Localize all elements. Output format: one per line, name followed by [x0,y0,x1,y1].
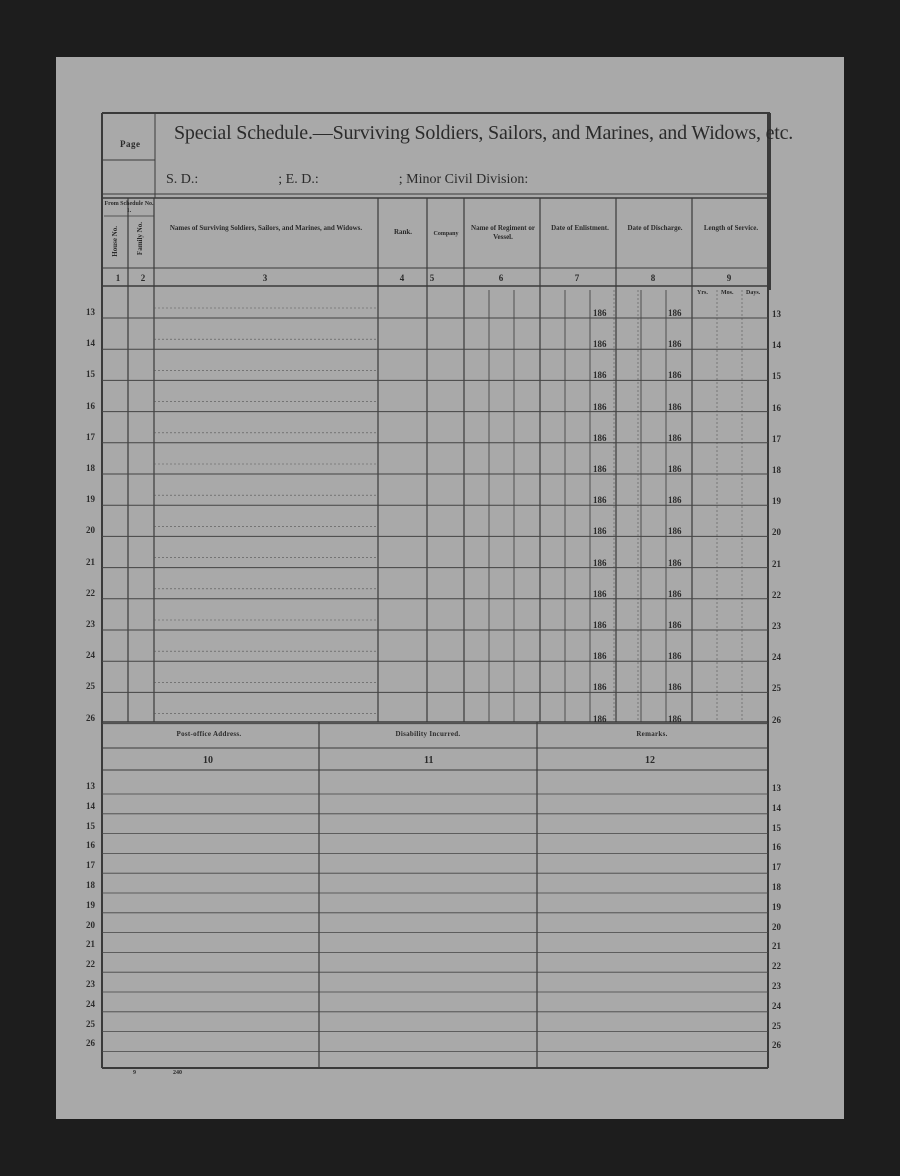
house-no-header: House No. [111,226,119,257]
post-office-header: Post-office Address. [176,730,242,738]
bottom-row-number-right: 17 [772,862,781,873]
discharge-header: Date of Discharge. [627,224,683,232]
discharge-year-prefix: 186 [668,682,682,693]
enlistment-year-prefix: 186 [593,432,607,443]
enlistment-year-prefix: 186 [593,713,607,724]
row-number-right: 23 [772,621,781,631]
bottom-row-number-left: 24 [86,998,95,1009]
enlistment-year-prefix: 186 [593,495,607,506]
sd-label: S. D.: [166,172,199,187]
row-number-right: 17 [772,433,781,444]
enlistment-year-prefix: 186 [593,588,607,599]
column-number-8: 8 [650,273,656,283]
footer-right: 240 [173,1070,182,1076]
enlistment-year-prefix: 186 [593,526,607,537]
disability-header: Disability Incurred. [395,730,461,738]
row-number-left: 23 [86,619,95,629]
row-number-left: 19 [86,494,95,505]
bottom-row-number-right: 19 [772,901,781,912]
bottom-row-number-left: 13 [86,781,95,791]
enlistment-year-prefix: 186 [593,401,607,412]
bottom-row-number-left: 19 [86,899,95,910]
col-number-12: 12 [645,755,655,766]
discharge-year-prefix: 186 [668,495,682,506]
discharge-year-prefix: 186 [668,526,682,537]
row-number-left: 22 [86,587,95,598]
bottom-row-number-left: 15 [86,820,95,831]
enlistment-header: Date of Enlistment. [551,224,609,232]
bottom-row-number-left: 25 [86,1018,95,1029]
bottom-row-number-left: 17 [86,860,95,871]
row-number-left: 18 [86,463,95,473]
bottom-row-number-left: 20 [86,919,95,930]
discharge-year-prefix: 186 [668,401,682,412]
row-number-right: 22 [772,589,781,600]
bottom-row-number-right: 26 [772,1040,781,1051]
bottom-row-number-left: 18 [86,880,95,890]
discharge-year-prefix: 186 [668,620,682,630]
bottom-row-number-right: 14 [772,802,781,813]
discharge-year-prefix: 186 [668,339,682,350]
enlistment-year-prefix: 186 [593,620,607,630]
page-label: Page [120,139,141,149]
district-line [166,172,528,188]
row-number-right: 18 [772,465,781,475]
family-no-header: Family No. [136,222,144,256]
bottom-row-number-left: 16 [86,840,95,851]
row-number-right: 14 [772,340,781,351]
row-number-right: 20 [772,527,781,538]
mcd-label: ; Minor Civil Division: [398,172,529,187]
schedule-title: Special Schedule.—Surviving Soldiers, Sailors, and Marines, and Widows, etc. [174,122,794,144]
enlistment-year-prefix: 186 [593,464,607,474]
row-number-left: 15 [86,369,95,380]
bottom-row-number-right: 16 [772,842,781,853]
row-number-left: 13 [86,307,95,317]
company-header: Company [433,231,459,237]
rank-header: Rank. [393,228,413,236]
row-number-right: 15 [772,371,781,382]
discharge-year-prefix: 186 [668,308,682,318]
enlistment-year-prefix: 186 [593,308,607,318]
discharge-year-prefix: 186 [668,370,682,381]
bottom-row-number-left: 23 [86,979,95,989]
column-number-9: 9 [726,273,732,283]
row-number-left: 14 [86,338,95,349]
enlistment-year-prefix: 186 [593,370,607,381]
bottom-row-number-right: 13 [772,783,781,793]
column-number-7: 7 [574,273,580,283]
bottom-row-number-right: 15 [772,822,781,833]
bottom-row-number-left: 22 [86,959,95,970]
bottom-row-number-right: 23 [772,981,781,991]
discharge-year-prefix: 186 [668,557,682,568]
discharge-year-prefix: 186 [668,588,682,599]
enlistment-year-prefix: 186 [593,339,607,350]
column-number-4: 4 [399,273,405,283]
row-number-right: 25 [772,683,781,694]
row-number-right: 24 [772,652,781,663]
regiment-header: Name of Regiment or Vessel. [471,224,535,241]
enlistment-year-prefix: 186 [593,682,607,693]
bottom-row-number-left: 26 [86,1038,95,1049]
discharge-year-prefix: 186 [668,651,682,662]
row-number-right: 26 [772,714,781,725]
row-number-right: 21 [772,558,781,569]
row-number-right: 13 [772,309,781,319]
column-number-1: 1 [115,273,121,283]
bottom-row-number-left: 14 [86,800,95,811]
bottom-row-number-left: 21 [86,939,95,950]
row-number-left: 21 [86,556,95,567]
column-number-6: 6 [498,273,504,283]
yrs-header: Yrs. [697,290,708,296]
from-schedule-header: From Schedule No. 1. [104,201,154,214]
column-number-2: 2 [140,273,146,283]
bottom-row-number-right: 22 [772,961,781,972]
column-number-3: 3 [262,273,268,283]
ed-label: ; E. D.: [278,172,319,187]
row-number-right: 19 [772,496,781,507]
footer-left: 9 [133,1070,136,1076]
bottom-row-number-right: 25 [772,1020,781,1031]
bottom-row-number-right: 18 [772,882,781,892]
discharge-year-prefix: 186 [668,464,682,474]
col-number-10: 10 [203,755,213,766]
bottom-row-number-right: 24 [772,1000,781,1011]
row-number-left: 26 [86,712,95,723]
col-number-11: 11 [424,755,434,766]
row-number-left: 25 [86,681,95,692]
bottom-row-number-right: 21 [772,941,781,952]
names-header: Names of Surviving Soldiers, Sailors, and Marines, and Widows. [169,224,363,232]
bottom-row-number-right: 20 [772,921,781,932]
column-number-5: 5 [429,273,435,283]
days-header: Days. [746,290,761,296]
enlistment-year-prefix: 186 [593,651,607,662]
row-number-left: 16 [86,400,95,411]
row-number-left: 24 [86,650,95,661]
row-number-left: 20 [86,525,95,536]
row-number-left: 17 [86,431,95,442]
length-header: Length of Service. [703,224,759,232]
mos-header: Mos. [721,290,734,296]
discharge-year-prefix: 186 [668,432,682,443]
discharge-year-prefix: 186 [668,713,682,724]
remarks-header: Remarks. [636,730,668,738]
row-number-right: 16 [772,402,781,413]
enlistment-year-prefix: 186 [593,557,607,568]
